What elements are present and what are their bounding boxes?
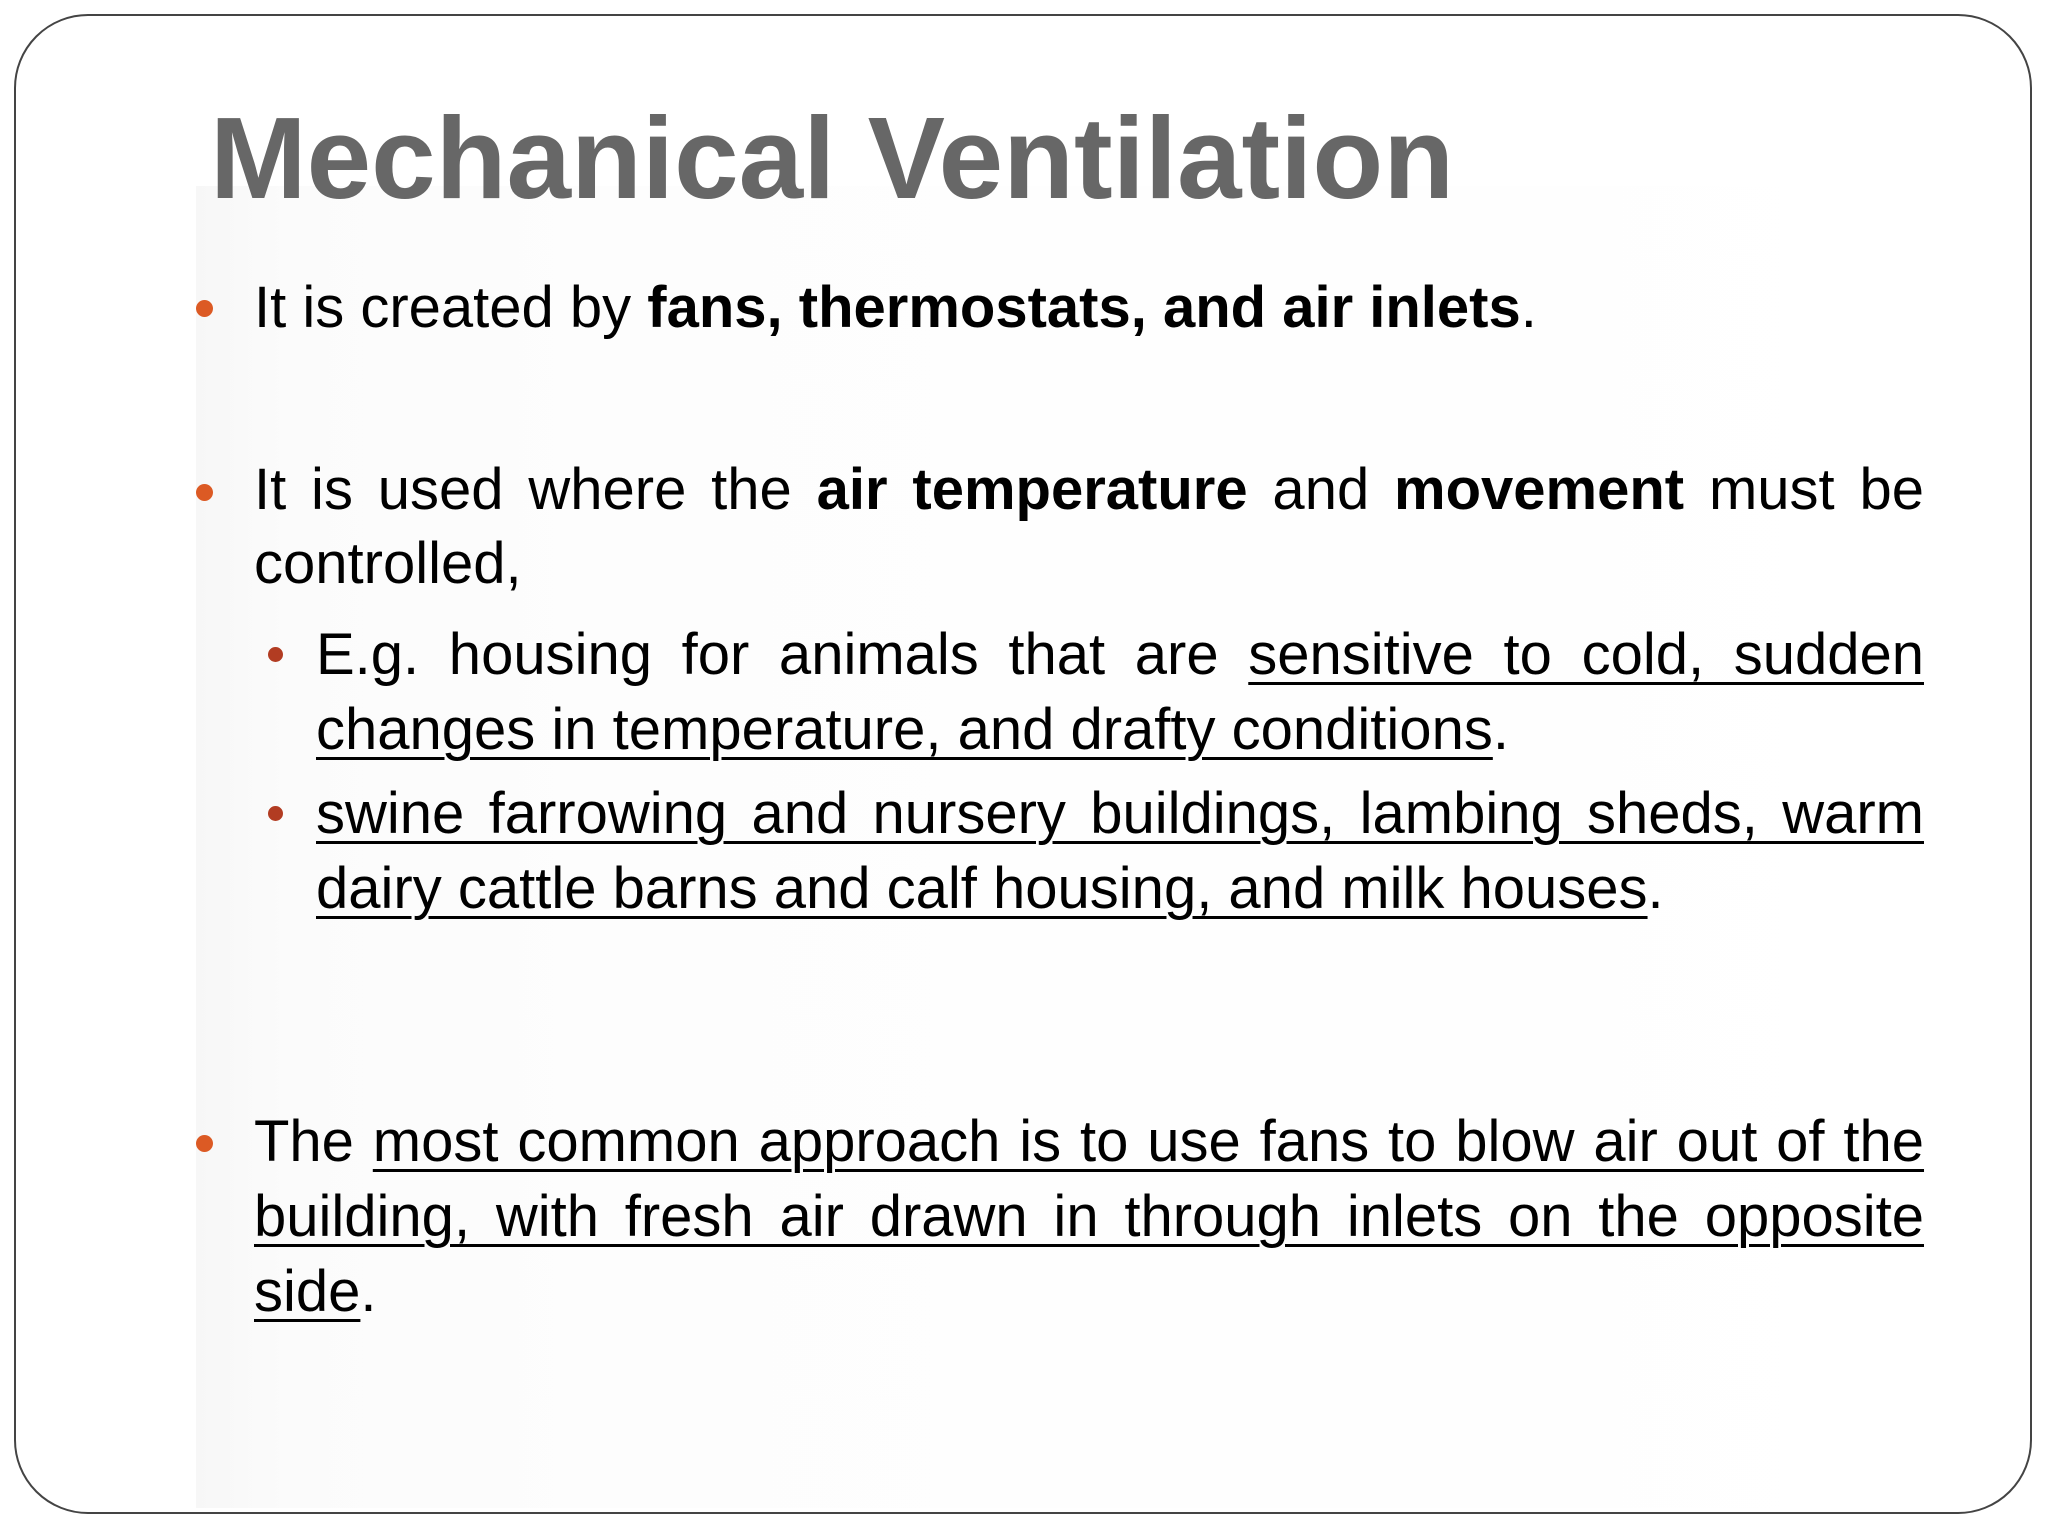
bullet-3-run-1: The	[254, 1109, 373, 1174]
bullet-1-marker	[196, 300, 213, 317]
sub-bullet-2-run-2: .	[1647, 856, 1664, 921]
bullet-2-text	[254, 453, 1924, 601]
bullet-2-run-3: and	[1247, 457, 1395, 522]
sub-bullet-1-text	[316, 617, 1924, 767]
sub-bullet-1-run-1: E.g. housing for animals that are	[316, 622, 1249, 687]
bullet-1-text	[254, 271, 1924, 345]
sub-bullet-1-marker	[268, 647, 283, 662]
sub-bullet-2-underlined-text: swine farrowing and nursery buildings, lambing sheds, warm dairy cattle barns and calf housing, and milk houses	[316, 781, 1924, 921]
sub-bullet-1-underlined-text: sensitive to cold, sudden changes in temperature, and drafty conditions	[316, 622, 1924, 762]
bullet-3-underlined-text: most common approach is to use fans to blow air out of the building, with fresh air drawn in through inlets on the opposite side	[254, 1109, 1925, 1324]
bullet-3-marker	[196, 1135, 213, 1152]
sub-bullet-2-text	[316, 776, 1924, 926]
bullet-2-run-1: It is used where the	[254, 457, 817, 522]
bullet-2-run-5: must be controlled,	[254, 457, 1924, 596]
bullet-2-bold-movement: movement	[1394, 457, 1685, 522]
bullet-1-run-3: .	[1520, 275, 1537, 340]
sub-bullet-2-marker	[268, 806, 283, 821]
bullet-2-bold-air-temperature: air temperature	[816, 457, 1248, 522]
slide-title: Mechanical Ventilation	[210, 93, 1455, 223]
bullet-1-bold-text: fans, thermostats, and air inlets	[647, 275, 1521, 340]
bullet-3-text	[254, 1104, 1924, 1329]
bullet-1-run-1: It is created by	[254, 275, 648, 340]
bullet-2-marker	[196, 484, 213, 501]
bullet-3-run-3: .	[360, 1259, 377, 1324]
sub-bullet-1-run-3: .	[1492, 697, 1509, 762]
